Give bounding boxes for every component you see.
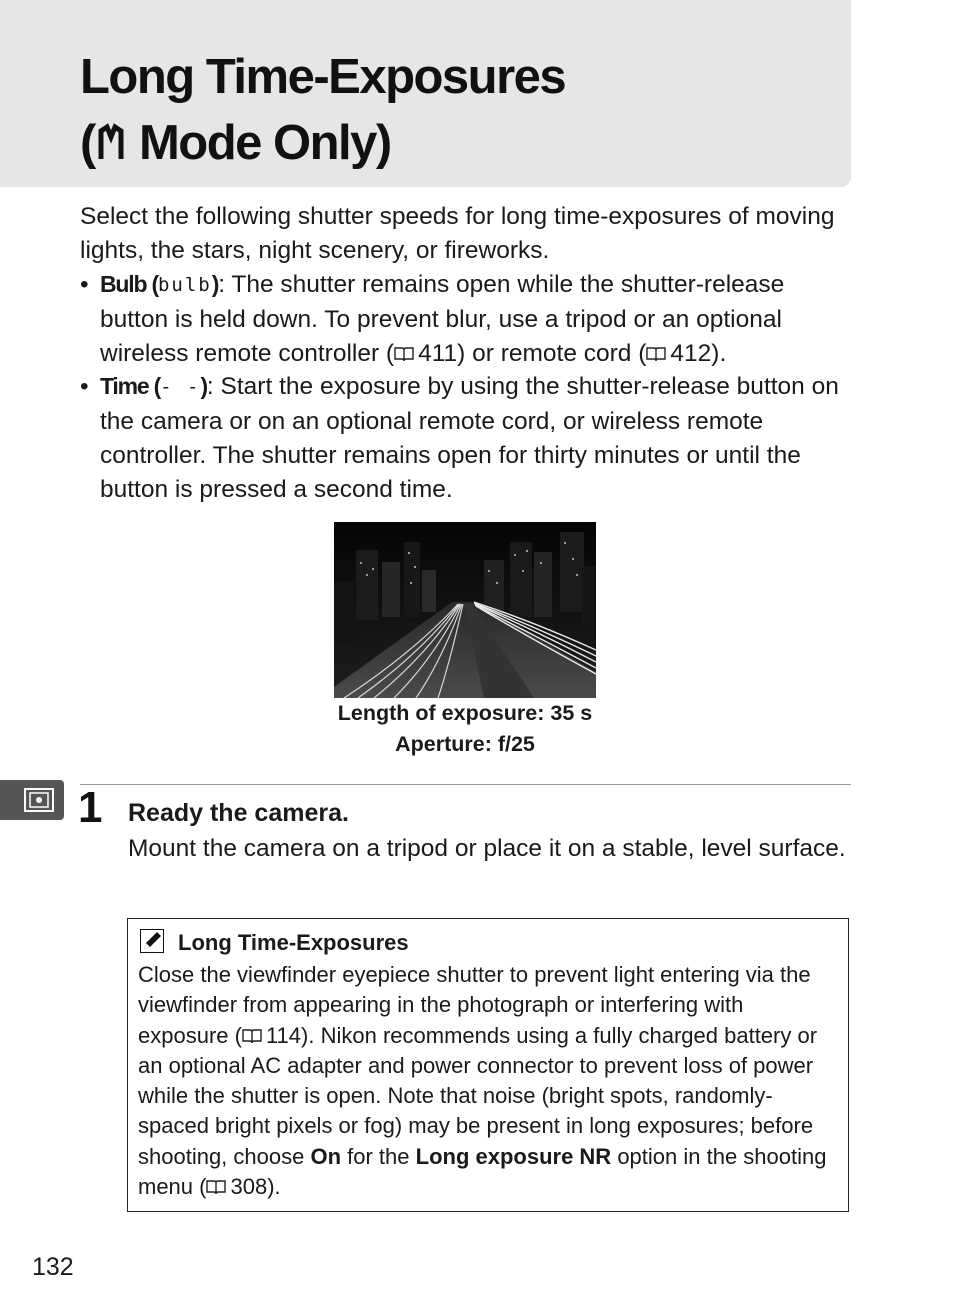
bulb-label: Bulb ( [100,271,158,297]
night-traffic-photo [334,522,596,698]
bullet-dot: • [80,271,89,298]
chapter-side-tab[interactable] [0,780,64,820]
title-open-paren: ( [80,116,95,170]
section-divider [80,784,851,785]
title-line-2 [80,110,565,176]
note-text-e: ). [267,1174,281,1200]
photo-caption [300,698,630,760]
bullet-dot: • [80,373,89,401]
bulb-label-close: ) [211,271,219,297]
note-text-d: option in the shooting menu ( [138,1143,827,1200]
exposure-mode-icon [22,786,56,814]
note-title: Long Time-Exposures [178,930,409,955]
note-text-c: for the [341,1143,416,1169]
shutter-speed-list [80,268,855,507]
note-text-a: Close the viewfinder eyepiece shutter to prevent light entering via the viewfinder from appearing in the photograph or interfering with exposure ( [138,962,811,1048]
title-line-1: Long Time-Exposures [80,50,566,104]
caption-aperture: Aperture: f/25 [395,732,535,756]
time-text: : Start the exposure by using the shutter-release button on the camera or on an optional remote cord, or wireless remote controller. The shutter remains open for thirty minutes or until the button is pressed a second time. [100,373,839,503]
note-box [127,918,849,1212]
intro-paragraph: Select the following shutter speeds for long time-exposures of moving lights, the stars, night scenery, or fireworks. [80,203,835,264]
bulb-lcd-text: bulb [157,274,212,296]
time-lcd-text: - - [160,376,201,399]
note-text-b: ). Nikon recommends using a fully charged battery or an optional AC adapter and power connector to prevent loss of power while the shutter is open. Note that noise (bright spots, randomly-spaced bright pixels or fog) may be present in long exposures; before shooting, choose [138,1022,818,1169]
m-mode-icon [97,123,125,163]
bulb-text-c: ). [711,339,727,367]
time-label-close: ) [200,373,207,400]
bulb-text-a: : The shutter remains open while the shutter-release button is held down. To prevent blur, use a tripod or an optional wireless remote controller ( [100,271,785,367]
title-mode-text: Mode Only) [126,116,391,170]
pencil-note-icon [140,929,164,953]
photo-illustration [334,522,596,698]
step-body: Mount the camera on a tripod or place it on a stable, level surface. [128,835,846,862]
note-body [138,960,838,1202]
book-ref-icon [646,346,666,362]
bulb-text-b: ) or remote cord ( [457,339,647,367]
page-number: 132 [32,1253,74,1281]
caption-exposure: Length of exposure: 35 s [337,701,593,725]
note-ref-1[interactable]: 114 [265,1022,302,1048]
book-ref-icon [206,1179,226,1195]
note-ref-2[interactable]: 308 [230,1174,268,1200]
note-bold-menu-item: Long exposure NR [415,1143,612,1169]
book-ref-icon [394,346,414,362]
list-item-bulb [80,268,855,370]
step-number: 1 [78,783,103,832]
note-bold-on: On [310,1143,342,1169]
book-ref-icon [242,1028,262,1044]
page-title [80,44,565,176]
bulb-ref-1[interactable]: 411 [418,339,458,367]
bulb-ref-2[interactable]: 412 [670,339,712,367]
list-item-time [80,370,855,506]
time-label: Time ( [100,373,161,400]
step-title: Ready the camera. [128,799,349,827]
